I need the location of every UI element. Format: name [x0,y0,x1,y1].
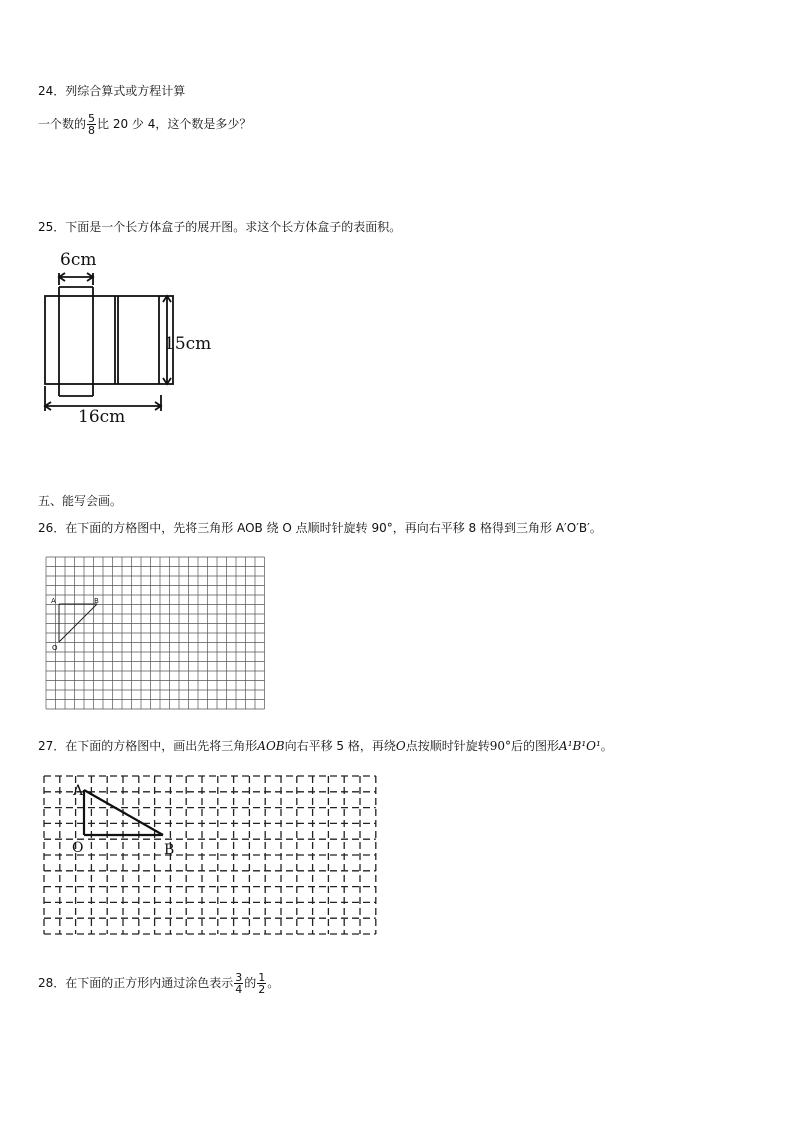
q27-edge-ab [84,790,163,835]
q24-frac-den: 8 [88,124,96,137]
q27-title [38,738,613,754]
q28-text-mid: 的 [244,976,257,990]
q28-text-before: 28．在下面的正方形内通过涂色表示 [38,976,234,990]
q27-title-mid3: 后的图形 [511,739,560,753]
q24-text-after: 比 20 少 4，这个数是多少？ [97,117,252,131]
q28-fraction-2 [257,972,266,995]
label-15cm: 15cm [164,334,212,354]
q28-f1-num: 3 [235,971,243,984]
q27-title-mid1: 向右平移 5 格，再绕 [284,739,396,753]
q25-title: 25．下面是一个长方体盒子的展开图。求这个长方体盒子的表面积。 [38,220,402,234]
q28-f2-num: 1 [258,971,266,984]
q27-label-b: B [164,842,175,858]
section5-title: 五、能写会画。 [38,494,123,508]
q27-title-mid2: 点按顺时针旋转 [405,739,490,753]
q27-deg: 90° [489,739,512,753]
q26-grid [40,553,272,718]
q27-label-a: A [73,783,84,799]
q27-aob: AOB [257,739,285,753]
q28-f1-den: 4 [235,983,243,996]
q28-text [38,972,279,995]
label-6cm: 6cm [60,250,97,270]
q26-title: 26．在下面的方格图中，先将三角形 AOB 绕 O 点顺时针旋转 90°，再向右平移 8 格得到三角形 A′O′B′。 [38,521,602,535]
q27-o: O [395,739,406,753]
q28-f2-den: 2 [258,983,266,996]
q27-label-o: O [72,840,84,856]
label-16cm: 16cm [78,407,126,425]
q24-title: 24．列综合算式或方程计算 [38,84,186,98]
q26-label-o: O [52,644,58,652]
q27-a1b1o1: A¹B¹O¹ [559,739,601,753]
q24-text [38,113,251,136]
q28-text-end: 。 [267,976,280,990]
q24-frac-num: 5 [88,112,96,125]
q27-title-start: 27．在下面的方格图中，画出先将三角形 [38,739,258,753]
q26-label-b: B [94,597,99,605]
q26-label-a: A [51,597,56,605]
q27-title-end: 。 [600,739,613,753]
q24-text-before: 一个数的 [38,117,87,131]
q27-dashed-grid [38,770,384,942]
q24-fraction [87,113,96,136]
box-net-diagram [36,245,226,425]
q28-fraction-1 [234,972,243,995]
